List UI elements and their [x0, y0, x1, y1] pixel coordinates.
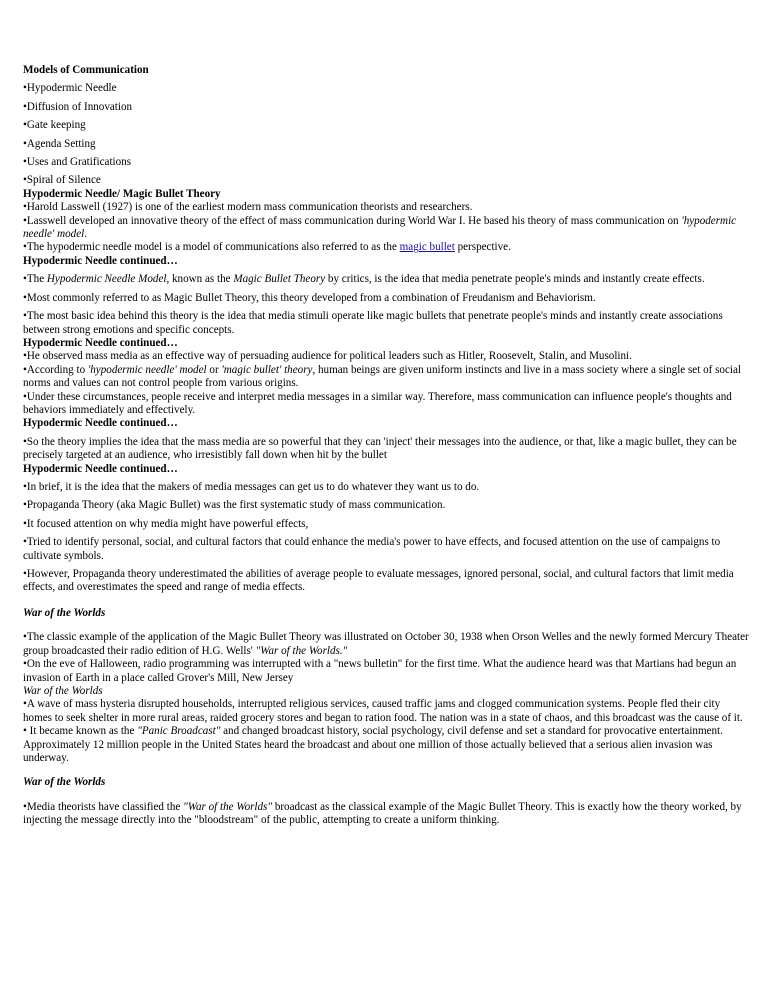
heading-war-of-the-worlds: War of the Worlds [23, 684, 103, 697]
model-item: •Diffusion of Innovation [23, 100, 133, 113]
model-item: •Gate keeping [23, 119, 86, 132]
title: Models of Communication [23, 64, 149, 76]
paragraph: •It focused attention on why media might have powerful effects, [23, 517, 309, 530]
paragraph: •The most basic idea behind this theory is the idea that media stimuli operate like magic bullets that penetrate people's minds and instantly create associations between strong emotions and specific concepts. [23, 310, 723, 336]
paragraph: • It became known as the "Panic Broadcast" and changed broadcast history, social psychology, civil defense and set a standard for provocative entertainment. Approximately 12 million people in the United States heard the broadcast and about one million of those actually believed that a serious alien invasion was underway. [23, 725, 723, 764]
model-item: •Uses and Gratifications [23, 156, 132, 169]
model-item: •Hypodermic Needle [23, 82, 117, 95]
model-item: •Agenda Setting [23, 137, 96, 150]
heading-war-of-the-worlds: War of the Worlds [23, 606, 106, 619]
paragraph: •Harold Lasswell (1927) is one of the earliest modern mass communication theorists and researchers. [23, 201, 473, 214]
magic-bullet-link[interactable]: magic bullet [399, 241, 455, 254]
document-body [23, 64, 750, 828]
paragraph: •Lasswell developed an innovative theory of the effect of mass communication during World War I. He based his theory of mass communication on 'hypodermic needle' model. [23, 214, 737, 241]
paragraph: •In brief, it is the idea that the makers of media messages can get us to do whatever they want us to do. [23, 480, 480, 493]
heading-war-of-the-worlds: War of the Worlds [23, 776, 106, 789]
heading-continued: Hypodermic Needle continued… [23, 417, 178, 430]
paragraph: •He observed mass media as an effective way of persuading audience for political leaders such as Hitler, Roosevelt, Stalin, and Musolini. [23, 350, 632, 363]
paragraph: •According to 'hypodermic needle' model or 'magic bullet' theory, human beings are given uniform instincts and live in a mass society where a single set of social norms and values can not control people from various origins. [23, 363, 741, 390]
paragraph: •However, Propaganda theory underestimated the abilities of average people to evaluate messages, ignored personal, social, and cultural factors that limit media effects, and overestimates the speed and range of media effects. [23, 568, 734, 594]
heading-continued: Hypodermic Needle continued… [23, 254, 178, 267]
heading-needle: Hypodermic Needle/ Magic Bullet Theory [23, 187, 221, 200]
paragraph: •The classic example of the application of the Magic Bullet Theory was illustrated on October 30, 1938 when Orson Welles and the newly formed Mercury Theater group broadcasted their radio edition of H.G. Wells' "War of the Worlds." [23, 631, 749, 657]
heading-continued: Hypodermic Needle continued… [23, 462, 178, 475]
paragraph: •So the theory implies the idea that the mass media are so powerful that they can 'inject' their messages into the audience, or that, like a magic bullet, they can be precisely targeted at an audience, who irresistibly fall down when hit by the bullet [23, 435, 737, 462]
paragraph: •Propaganda Theory (aka Magic Bullet) was the first systematic study of mass communication. [23, 499, 446, 512]
paragraph: •Media theorists have classified the "War of the Worlds" broadcast as the classical example of the Magic Bullet Theory. This is exactly how the theory worked, by injecting the message directly into the "bloodstream" of the public, attempting to create a uniform thinking. [23, 800, 742, 827]
paragraph: •On the eve of Halloween, radio programming was interrupted with a "news bulletin" for the first time. What the audience heard was that Martians had begun an invasion of Earth in a place called Grover's Mill, New Jersey [23, 658, 737, 684]
paragraph: •Most commonly referred to as Magic Bullet Theory, this theory developed from a combination of Freudanism and Behaviorism. [23, 291, 596, 304]
paragraph: •A wave of mass hysteria disrupted households, interrupted religious services, caused traffic jams and clogged communication systems. People fled their city homes to seek shelter in more rural areas, raided grocery stores and began to ration food. The nation was in a state of chaos, and this broadcast was the cause of it. [23, 698, 743, 724]
paragraph: •Tried to identify personal, social, and cultural factors that could enhance the media's power to have effects, and focused attention on the use of campaigns to cultivate symbols. [23, 536, 721, 562]
paragraph: •Under these circumstances, people receive and interpret media messages in a similar way. Therefore, mass communication can influence people's thoughts and behaviors immediately and effectively. [23, 390, 732, 416]
paragraph: •The Hypodermic Needle Model, known as the Magic Bullet Theory by critics, is the idea that media penetrate people's minds and instantly create effects. [23, 273, 705, 286]
paragraph: •The hypodermic needle model is a model of communications also referred to as the magic bullet perspective. [23, 241, 511, 254]
model-item: •Spiral of Silence [23, 174, 101, 187]
heading-continued: Hypodermic Needle continued… [23, 336, 178, 349]
